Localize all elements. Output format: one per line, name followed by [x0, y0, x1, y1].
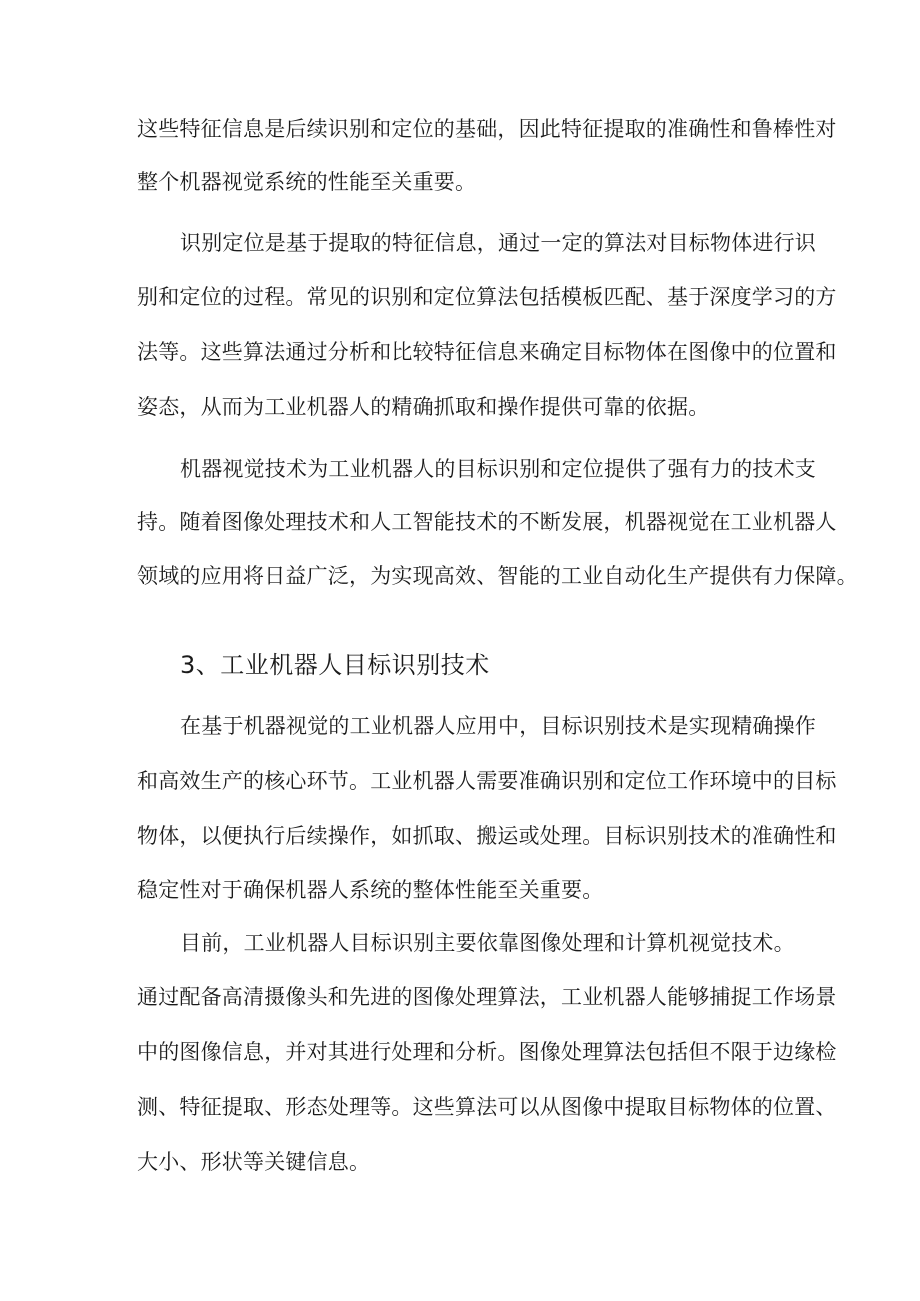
- paragraph-5-line-5: 大小、形状等关键信息。: [137, 1150, 371, 1174]
- paragraph-2-line-4: 姿态，从而为工业机器人的精确抓取和操作提供可靠的依据。: [137, 395, 710, 419]
- paragraph-3-line-3: 领域的应用将日益广泛，为实现高效、智能的工业自动化生产提供有力保障。: [137, 564, 858, 588]
- paragraph-5-line-2: 通过配备高清摄像头和先进的图像处理算法，工业机器人能够捕捉工作场景: [137, 985, 837, 1009]
- paragraph-2-line-1: 识别定位是基于提取的特征信息，通过一定的算法对目标物体进行识: [180, 231, 816, 255]
- paragraph-3-line-1: 机器视觉技术为工业机器人的目标识别和定位提供了强有力的技术支: [180, 457, 816, 481]
- paragraph-4-line-3: 物体，以便执行后续操作，如抓取、搬运或处理。目标识别技术的准确性和: [137, 824, 837, 848]
- paragraph-2-line-2: 别和定位的过程。常见的识别和定位算法包括模板匹配、基于深度学习的方: [137, 285, 837, 309]
- paragraph-4-line-2: 和高效生产的核心环节。工业机器人需要准确识别和定位工作环境中的目标: [137, 769, 837, 793]
- paragraph-5-line-4: 测、特征提取、形态处理等。这些算法可以从图像中提取目标物体的位置、: [137, 1095, 837, 1119]
- paragraph-1-line-2: 整个机器视觉系统的性能至关重要。: [137, 170, 477, 194]
- paragraph-4-line-4: 稳定性对于确保机器人系统的整体性能至关重要。: [137, 878, 604, 902]
- paragraph-3-line-2: 持。随着图像处理技术和人工智能技术的不断发展，机器视觉在工业机器人: [137, 510, 837, 534]
- paragraph-2-line-3: 法等。这些算法通过分析和比较特征信息来确定目标物体在图像中的位置和: [137, 340, 837, 364]
- paragraph-4-line-1: 在基于机器视觉的工业机器人应用中，目标识别技术是实现精确操作: [180, 714, 816, 738]
- paragraph-1-line-1: 这些特征信息是后续识别和定位的基础，因此特征提取的准确性和鲁棒性对: [137, 117, 837, 141]
- section-heading: 3、工业机器人目标识别技术: [180, 651, 490, 679]
- paragraph-5-line-1: 目前，工业机器人目标识别主要依靠图像处理和计算机视觉技术。: [180, 931, 795, 955]
- paragraph-5-line-3: 中的图像信息，并对其进行处理和分析。图像处理算法包括但不限于边缘检: [137, 1040, 837, 1064]
